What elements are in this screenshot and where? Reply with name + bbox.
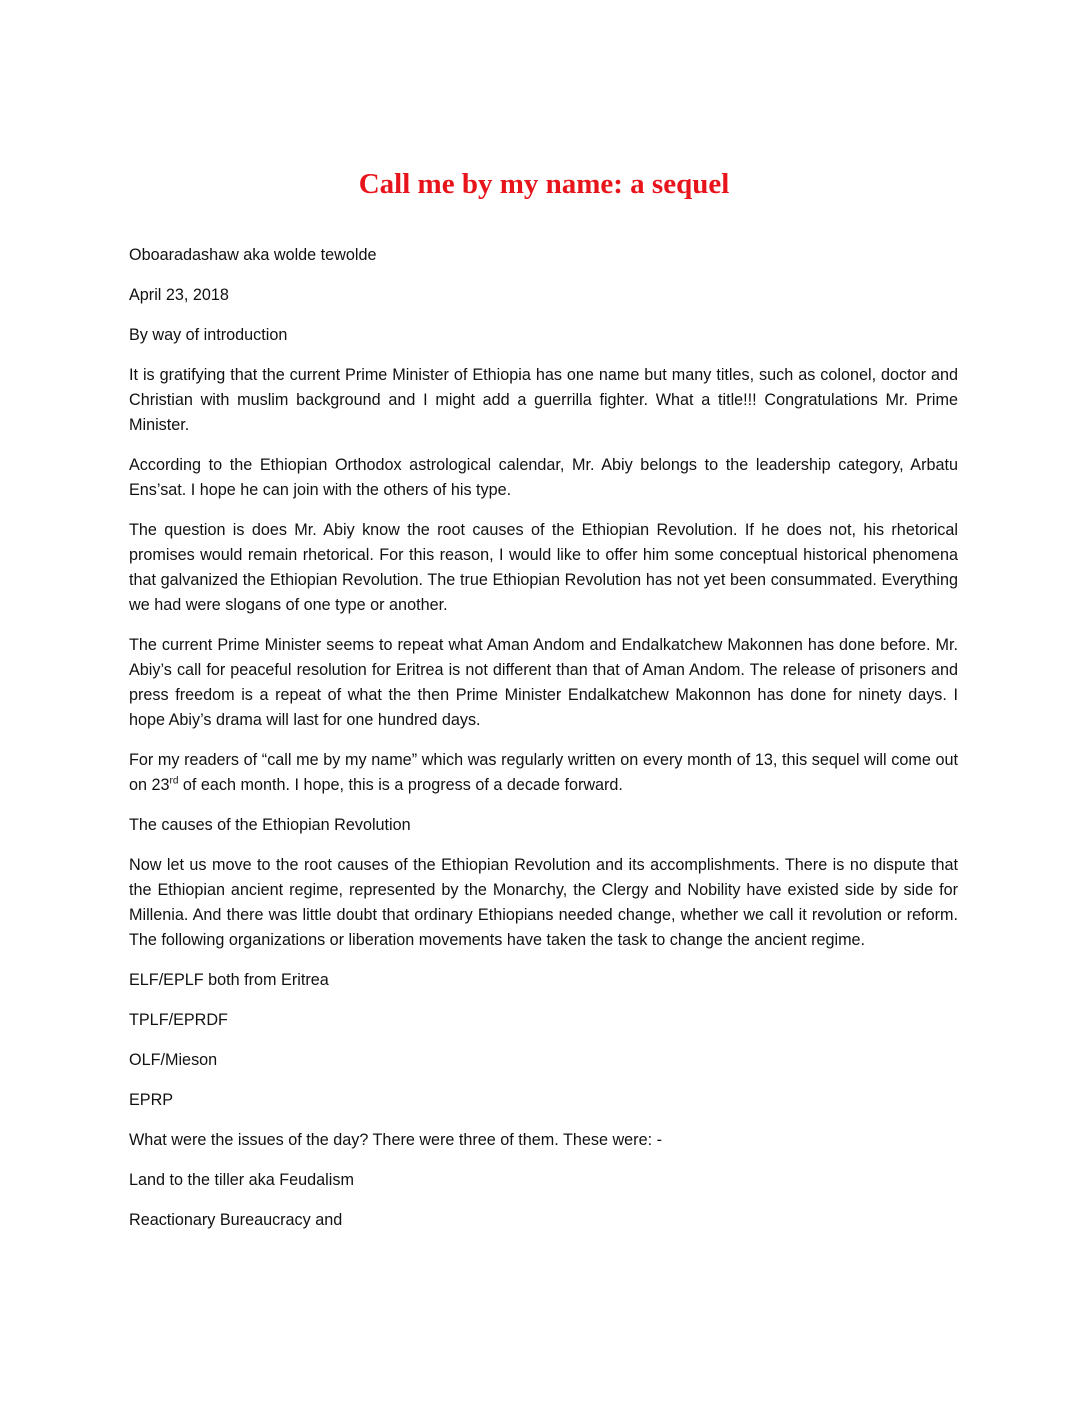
- author-line: Oboaradashaw aka wolde tewolde: [129, 246, 377, 264]
- paragraph-titles: It is gratifying that the current Prime Minister of Ethiopia has one name but many titles, such as colonel, doctor and Christian with muslim background and I might add a guerrilla fighter. What a title!!! Congratulations Mr. Prime Minister.: [129, 366, 958, 434]
- organization-item: EPRP: [129, 1091, 174, 1109]
- document-title: Call me by my name: a sequel: [358, 168, 730, 200]
- paragraph-root-causes: The question is does Mr. Abiy know the root causes of the Ethiopian Revolution. If he does not, his rhetorical promises would remain rhetorical. For this reason, I would like to offer him some conceptual historical phenomena that galvanized the Ethiopian Revolution. The true Ethiopian Revolution has not yet been consummated. Everything we had were slogans of one type or another.: [129, 521, 958, 614]
- organization-item: OLF/Mieson: [129, 1051, 218, 1069]
- document-body: [129, 243, 958, 1248]
- paragraph-sequel: [129, 748, 958, 798]
- organization-item: TPLF/EPRDF: [129, 1011, 228, 1029]
- organization-item: ELF/EPLF both from Eritrea: [129, 971, 329, 989]
- issue-item: Land to the tiller aka Feudalism: [129, 1171, 354, 1189]
- sequel-text-start: For my readers of “call me by my name” which was regularly written on every month of 13, this sequel will come out on 23: [129, 751, 958, 794]
- paragraph-repeat: The current Prime Minister seems to repeat what Aman Andom and Endalkatchew Makonnen has done before. Mr. Abiy’s call for peaceful resolution for Eritrea is not different than that of Aman Andom. The release of prisoners and press freedom is a repeat of what the then Prime Minister Endalkatchew Makonnon has done for ninety days. I hope Abiy’s drama will last for one hundred days.: [129, 636, 958, 729]
- paragraph-astrology: According to the Ethiopian Orthodox astrological calendar, Mr. Abiy belongs to the leadership category, Arbatu Ens’sat. I hope he can join with the others of his type.: [129, 456, 958, 499]
- causes-heading: The causes of the Ethiopian Revolution: [129, 816, 411, 834]
- issues-intro: What were the issues of the day? There were three of them. These were: -: [129, 1131, 662, 1149]
- paragraph-ancient-regime: Now let us move to the root causes of the Ethiopian Revolution and its accomplishments. There is no dispute that the Ethiopian ancient regime, represented by the Monarchy, the Clergy and Nobility have existed side by side for Millenia. And there was little doubt that ordinary Ethiopians needed change, whether we call it revolution or reform. The following organizations or liberation movements have taken the task to change the ancient regime.: [129, 856, 958, 949]
- sequel-text-end: of each month. I hope, this is a progress of a decade forward.: [178, 776, 623, 794]
- intro-heading: By way of introduction: [129, 326, 288, 344]
- issue-item: Reactionary Bureaucracy and: [129, 1211, 343, 1229]
- date-line: April 23, 2018: [129, 286, 229, 304]
- ordinal-suffix: rd: [169, 775, 179, 787]
